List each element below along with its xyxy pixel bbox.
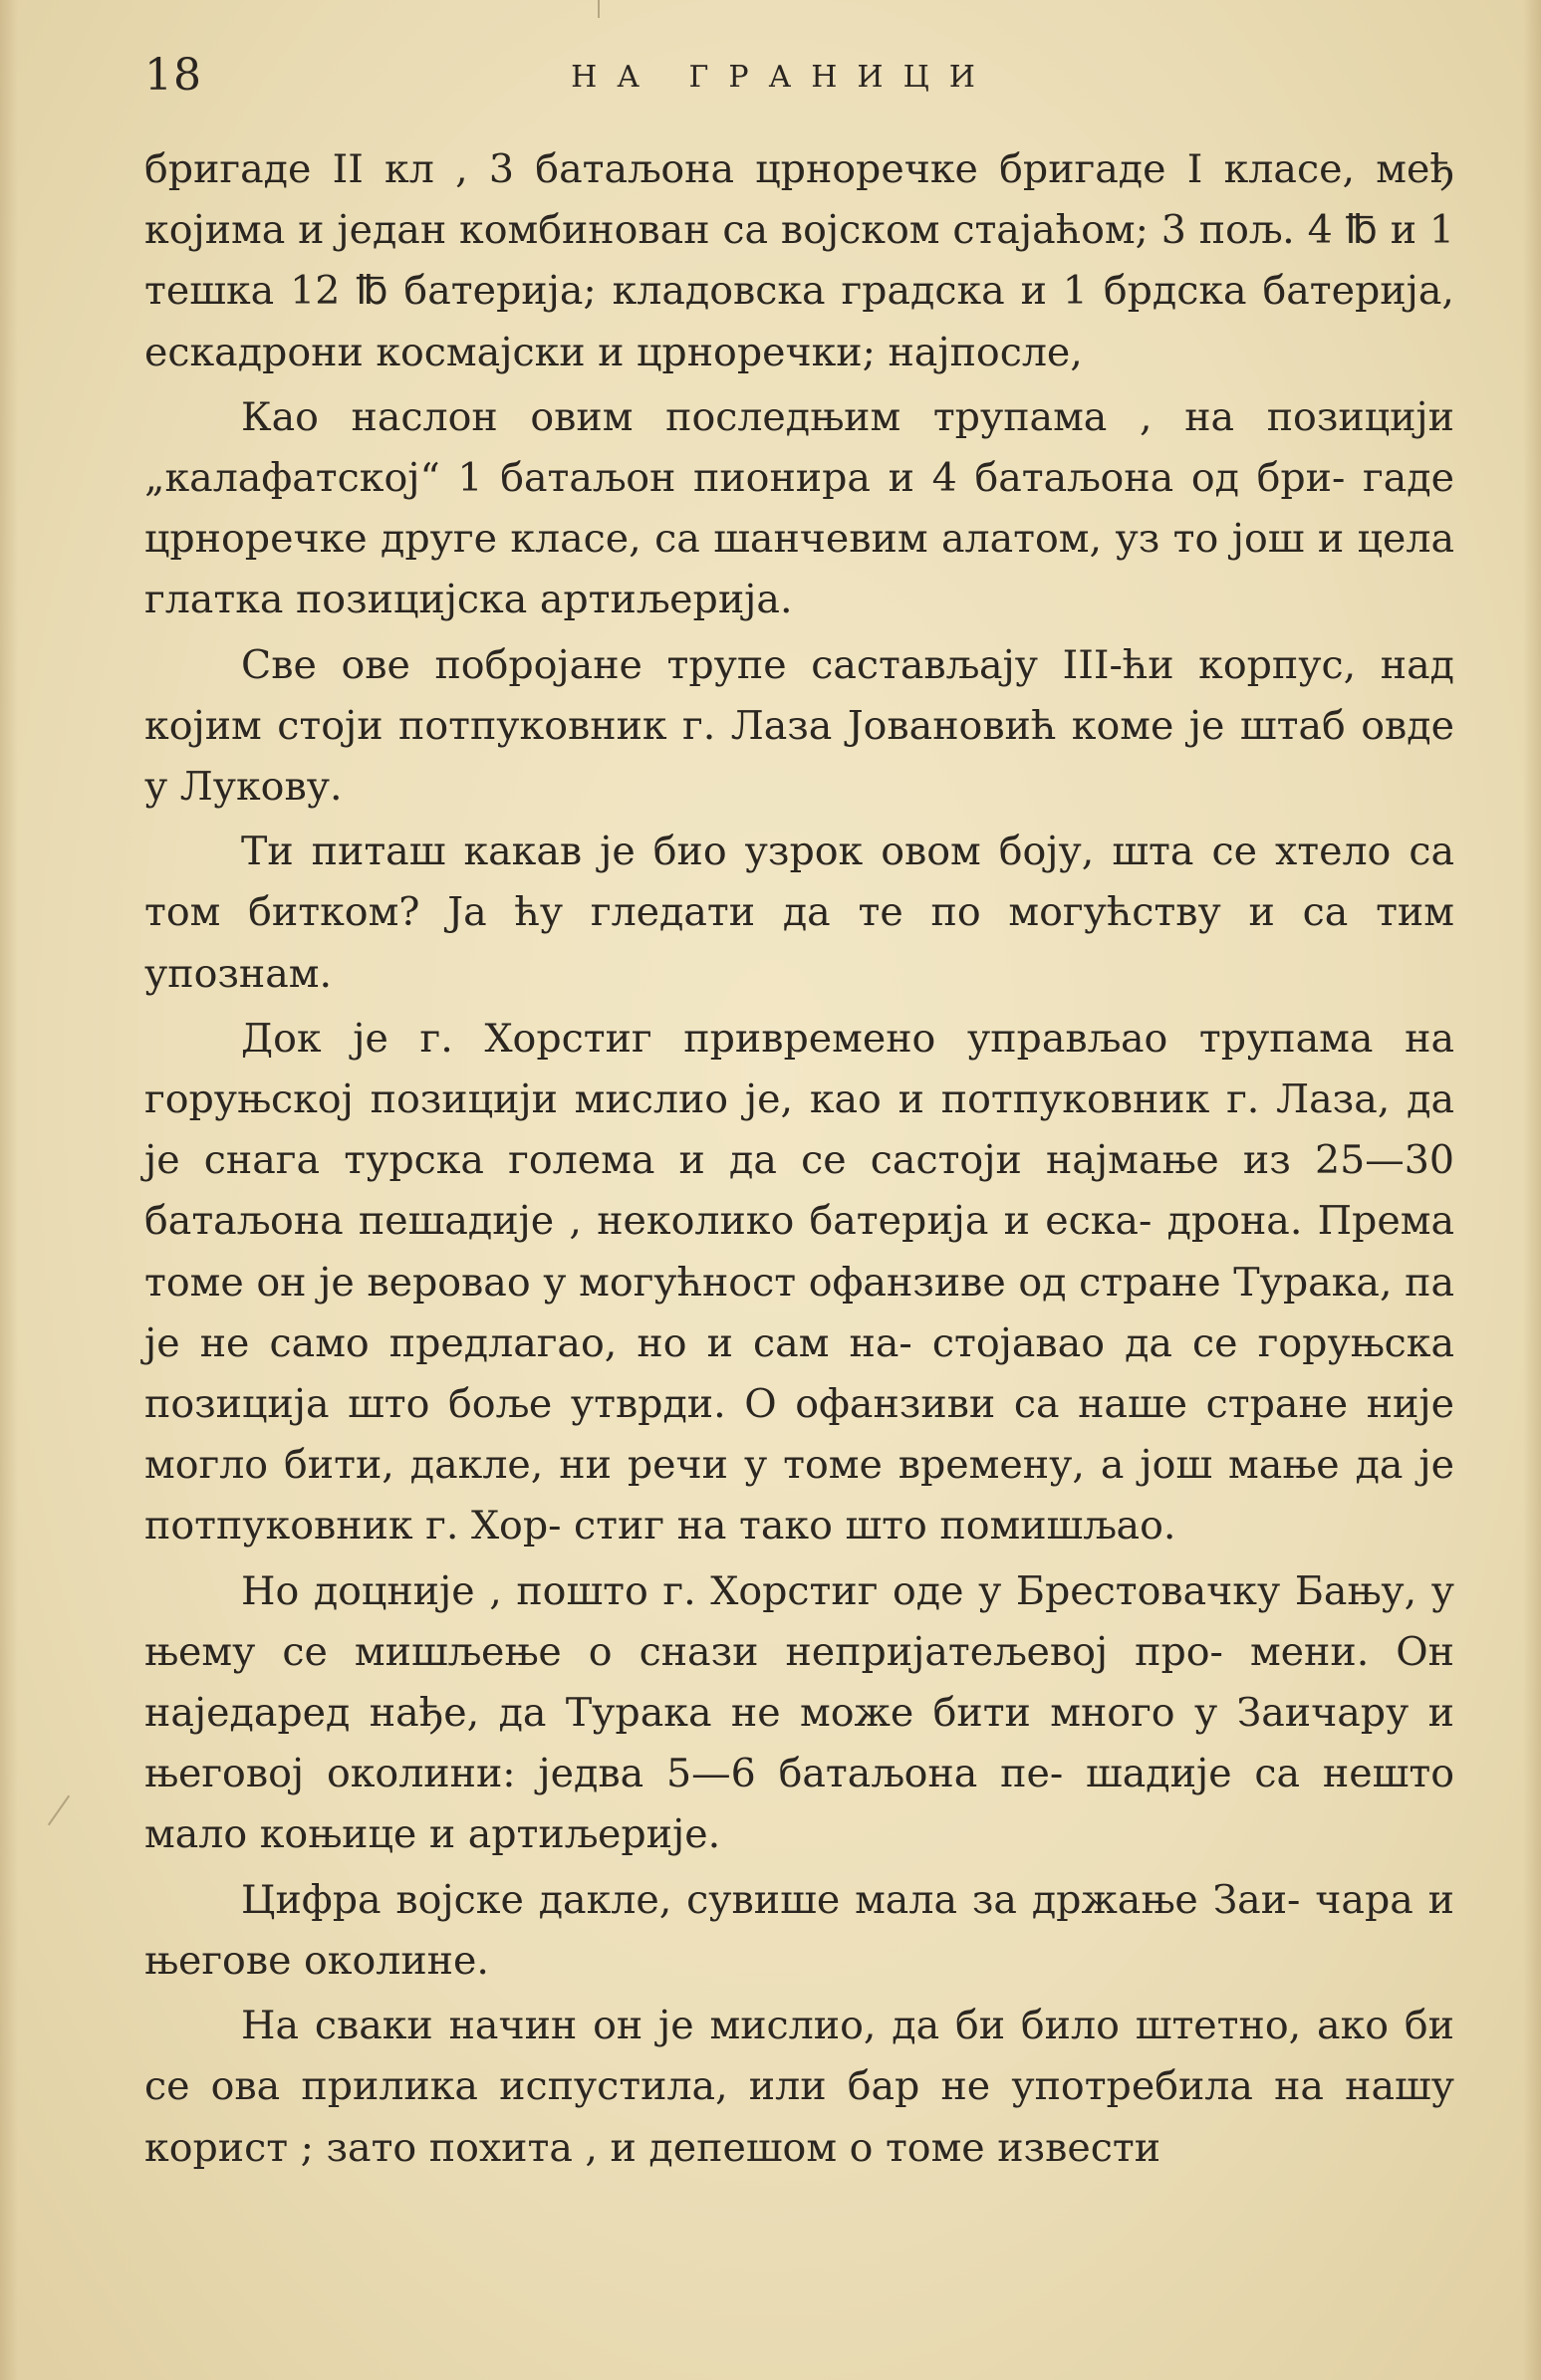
text-line: у Заичару и његовој околини: једва 5—6 батаљона пе- xyxy=(144,1690,1454,1797)
text-line: пољ. 4 ℔ и 1 тешка 12 ℔ батерија; кладовска градска xyxy=(144,207,1455,315)
text-line: и 1 брдска батерија, ескадрони космајски и црноречки; xyxy=(144,268,1454,375)
text-line: Као наслон овим последњим трупама , на позицији xyxy=(241,393,1454,440)
paragraph xyxy=(144,139,1454,383)
body-text xyxy=(144,139,1454,2183)
text-line: шадије са нешто мало коњице и артиљерије. xyxy=(144,1751,1454,1858)
text-line: дрона. Према томе он је веровао у могућност офанзиве xyxy=(144,1198,1454,1306)
text-line: да је снага турска голема и да се састоји најмање из xyxy=(144,1076,1454,1184)
text-line: мени. Он наједаред нађе, да Турака не може бити много xyxy=(144,1628,1454,1737)
text-line: са том битком? Ја ћу гледати да те по могућству и са xyxy=(144,829,1454,936)
text-line: Бању, у њему се мишљење о снази непријатељевој про- xyxy=(144,1567,1455,1675)
text-line: Све ове побројане трупе састављају III-ћи корпус, xyxy=(241,641,1357,688)
text-line: над којим стоји потпуковник г. Лаза Јовановић коме је xyxy=(144,641,1454,749)
text-line: најпосле, xyxy=(888,329,1083,375)
page-number: 18 xyxy=(144,50,202,101)
page-edge-right xyxy=(1523,0,1541,2380)
paragraph xyxy=(144,387,1454,631)
text-line: у томе времену, а још мање да је потпуковник г. Хор- xyxy=(144,1442,1454,1549)
text-line: Цифра војске дакле, сувише мала за држање Заи- xyxy=(241,1876,1301,1923)
text-line: На сваки начин он је мислио, да би било штетно, ако xyxy=(241,2003,1390,2049)
text-line: Но доцније , пошто г. Хорстиг оде у Брестовачку xyxy=(241,1567,1281,1614)
paragraph xyxy=(144,822,1454,1005)
text-line: Ти питаш какав је био узрок овом боју, шта се хтело xyxy=(241,829,1392,875)
text-line: горуњској позицији мислио је, као и потпуковник г. Лаза, xyxy=(144,1076,1391,1123)
paragraph xyxy=(144,1009,1454,1557)
running-title: НА ГРАНИЦИ xyxy=(571,60,995,95)
text-line: штаб овде у Лукову. xyxy=(144,702,1454,811)
paragraph xyxy=(144,1870,1454,1992)
paper-mark xyxy=(598,0,600,18)
paragraph xyxy=(144,1996,1454,2179)
text-line: од стране Турака, па је не само предлагао, но и сам на- xyxy=(144,1259,1455,1366)
text-line: тим упознам. xyxy=(144,889,1454,997)
text-line: стиг на тако што помишљао. xyxy=(574,1503,1176,1549)
text-line: би се ова прилика испустила, или бар не употребила на xyxy=(144,2003,1454,2110)
paragraph xyxy=(144,1561,1454,1866)
text-line: офанзиви са наше стране није могло бити, дакле, ни речи xyxy=(144,1381,1455,1489)
text-line: нашу корист ; зато похита , и депешом о томе извести xyxy=(144,2063,1455,2171)
page-edge-left xyxy=(0,0,18,2380)
text-line: 25—30 батаљона пешадије , неколико батерија и еска- xyxy=(144,1137,1454,1245)
text-line: Док је г. Хорстиг привремено управљао трупама на xyxy=(241,1015,1454,1062)
page-header xyxy=(144,50,1421,110)
text-line: стојавао да се горуњска позиција што боље утврди. О xyxy=(144,1319,1454,1428)
paper-mark xyxy=(48,1795,70,1826)
text-line: међ којима и један комбинован са војском стајаћом; 3 xyxy=(144,146,1454,254)
text-line: бригаде II кл , 3 батаљона црноречке бригаде I класе, xyxy=(144,146,1355,192)
paragraph xyxy=(144,635,1454,819)
text-line: гаде црноречке друге класе, са шанчевим алатом, уз то xyxy=(144,455,1454,563)
text-line: још и цела глатка позицијска артиљерија. xyxy=(144,516,1455,623)
text-line: „калафатској“ 1 батаљон пионира и 4 батаљона од бри- xyxy=(144,455,1346,502)
text-line: чара и његове околине. xyxy=(144,1876,1454,1984)
